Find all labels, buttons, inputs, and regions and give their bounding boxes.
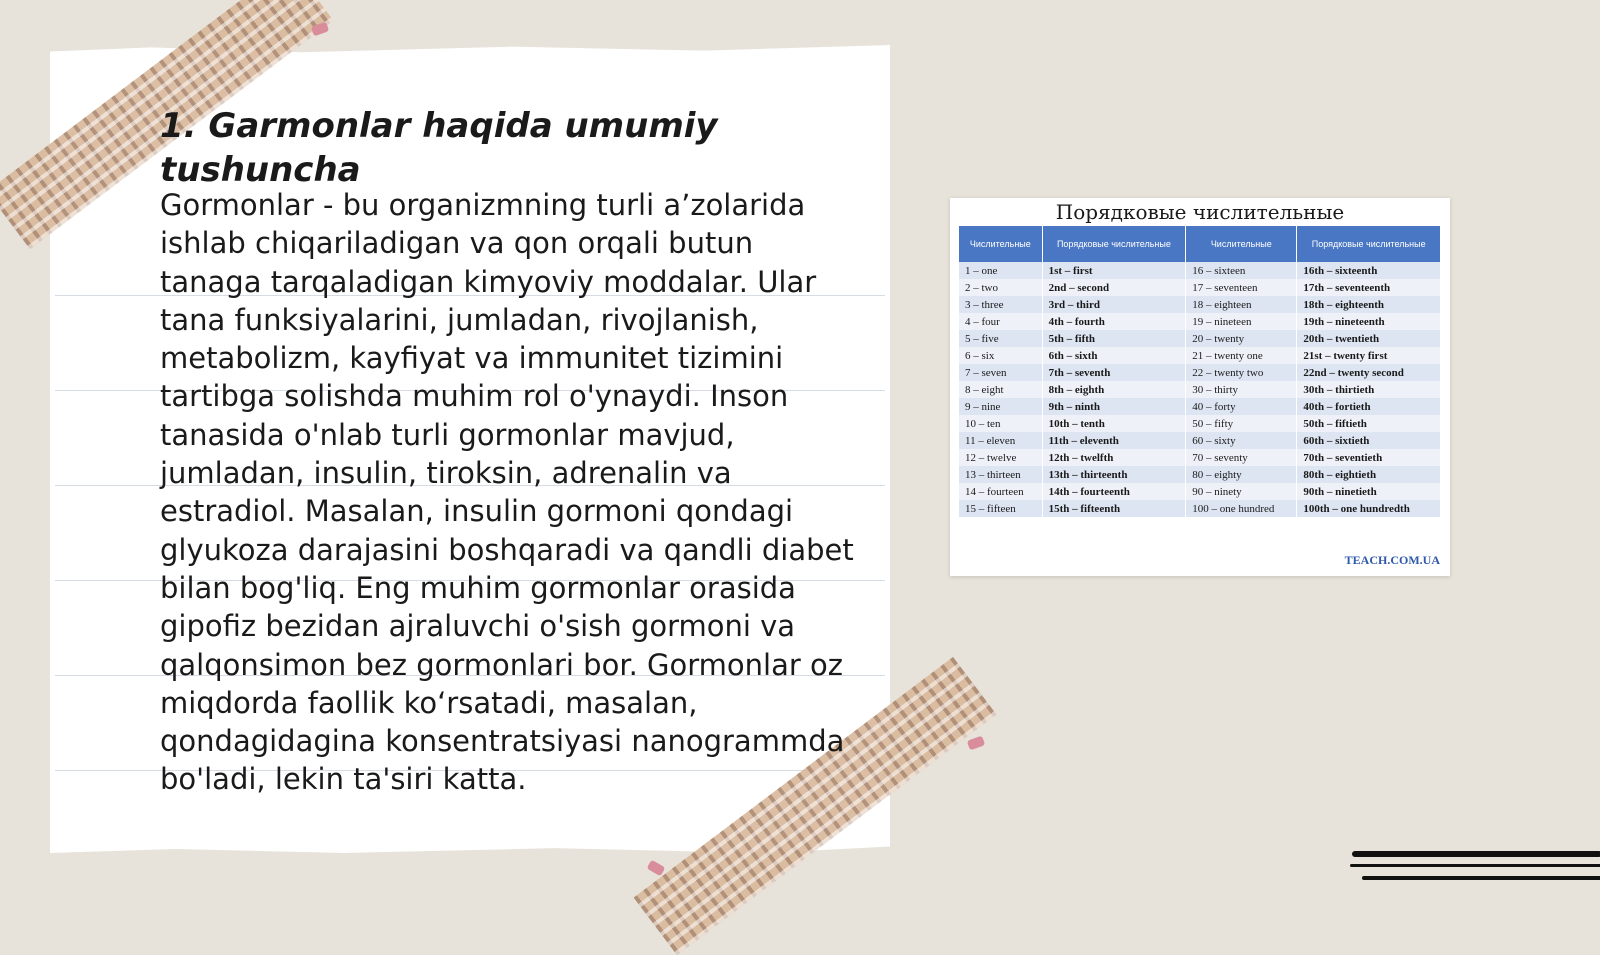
table-cell: 10th – tenth	[1042, 415, 1186, 432]
table-cell: 19 – nineteen	[1186, 313, 1297, 330]
table-cell: 70th – seventieth	[1297, 449, 1441, 466]
table-cell: 100th – one hundredth	[1297, 500, 1441, 517]
table-row	[959, 466, 1441, 483]
slide-title: 1. Garmonlar haqida umumiy tushuncha	[160, 106, 718, 190]
table-cell: 2 – two	[959, 279, 1042, 296]
table-cell: 80 – eighty	[1186, 466, 1297, 483]
table-cell: 16th – sixteenth	[1297, 262, 1441, 279]
table-cell: 30 – thirty	[1186, 381, 1297, 398]
decorative-brush-stroke	[1350, 864, 1600, 867]
table-cell: 21st – twenty first	[1297, 347, 1441, 364]
table-cell: 13th – thirteenth	[1042, 466, 1186, 483]
table-cell: 15th – fifteenth	[1042, 500, 1186, 517]
table-cell: 100 – one hundred	[1186, 500, 1297, 517]
table-cell: 1 – one	[959, 262, 1042, 279]
column-header: Порядковые числительные	[1042, 226, 1186, 262]
table-cell: 12th – twelfth	[1042, 449, 1186, 466]
table-cell: 70 – seventy	[1186, 449, 1297, 466]
table-header-row	[959, 226, 1441, 262]
table-cell: 40 – forty	[1186, 398, 1297, 415]
table-source-label: TEACH.COM.UA	[1344, 553, 1440, 567]
table-body	[959, 262, 1441, 517]
table-row	[959, 500, 1441, 517]
table-row	[959, 313, 1441, 330]
tape-corner-mark	[967, 736, 985, 751]
column-header: Числительные	[959, 226, 1042, 262]
table-cell: 3rd – third	[1042, 296, 1186, 313]
table-cell: 6th – sixth	[1042, 347, 1186, 364]
table-cell: 8th – eighth	[1042, 381, 1186, 398]
table-cell: 8 – eight	[959, 381, 1042, 398]
table-row	[959, 381, 1441, 398]
tape-corner-mark	[647, 860, 666, 877]
table-cell: 50th – fiftieth	[1297, 415, 1441, 432]
table-cell: 9 – nine	[959, 398, 1042, 415]
table-cell: 13 – thirteen	[959, 466, 1042, 483]
table-cell: 90 – ninety	[1186, 483, 1297, 500]
ordinal-numbers-table	[959, 226, 1441, 517]
table-cell: 21 – twenty one	[1186, 347, 1297, 364]
table-cell: 11th – eleventh	[1042, 432, 1186, 449]
table-row	[959, 483, 1441, 500]
table-cell: 5 – five	[959, 330, 1042, 347]
table-row	[959, 364, 1441, 381]
table-row	[959, 432, 1441, 449]
table-cell: 40th – fortieth	[1297, 398, 1441, 415]
table-cell: 30th – thirtieth	[1297, 381, 1441, 398]
table-cell: 22nd – twenty second	[1297, 364, 1441, 381]
table-cell: 20th – twentieth	[1297, 330, 1441, 347]
table-row	[959, 279, 1441, 296]
column-header: Порядковые числительные	[1297, 226, 1441, 262]
table-cell: 9th – ninth	[1042, 398, 1186, 415]
table-cell: 7th – seventh	[1042, 364, 1186, 381]
table-cell: 15 – fifteen	[959, 500, 1042, 517]
table-cell: 50 – fifty	[1186, 415, 1297, 432]
table-cell: 18 – eighteen	[1186, 296, 1297, 313]
table-cell: 6 – six	[959, 347, 1042, 364]
table-cell: 17 – seventeen	[1186, 279, 1297, 296]
table-cell: 2nd – second	[1042, 279, 1186, 296]
table-cell: 18th – eighteenth	[1297, 296, 1441, 313]
table-row	[959, 449, 1441, 466]
table-cell: 3 – three	[959, 296, 1042, 313]
table-cell: 12 – twelve	[959, 449, 1042, 466]
table-row	[959, 330, 1441, 347]
table-row	[959, 415, 1441, 432]
table-cell: 22 – twenty two	[1186, 364, 1297, 381]
column-header: Числительные	[1186, 226, 1297, 262]
table-cell: 14th – fourteenth	[1042, 483, 1186, 500]
table-cell: 16 – sixteen	[1186, 262, 1297, 279]
table-cell: 90th – ninetieth	[1297, 483, 1441, 500]
table-cell: 14 – fourteen	[959, 483, 1042, 500]
decorative-brush-stroke	[1362, 876, 1600, 880]
table-cell: 20 – twenty	[1186, 330, 1297, 347]
table-row	[959, 296, 1441, 313]
table-cell: 60th – sixtieth	[1297, 432, 1441, 449]
table-row	[959, 398, 1441, 415]
table-cell: 5th – fifth	[1042, 330, 1186, 347]
table-row	[959, 262, 1441, 279]
table-image-title: Порядковые числительные	[1055, 200, 1345, 224]
table-cell: 11 – eleven	[959, 432, 1042, 449]
table-cell: 1st – first	[1042, 262, 1186, 279]
table-cell: 4 – four	[959, 313, 1042, 330]
slide-body-text: Gormonlar - bu organizmning turli a’zolarida ishlab chiqariladigan va qon orqali butun tanaga tarqaladigan kimyoviy moddalar. Ular tana funksiyalarini, jumladan, rivojlanish, metabolizm, kayfiyat va immunitet tizimini tartibga solishda muhim rol o'ynaydi. Inson tanasida o'nlab turli gormonlar mavjud, jumladan, insulin, tiroksin, adrenalin va estradiol. Masalan, insulin gormoni qondagi glyukoza darajasini boshqaradi va qandli diabet bilan bog'liq. Eng muhim gormonlar orasida gipofiz bezidan ajraluvchi o'sish gormoni va qalqonsimon bez gormonlari bor. Gormonlar oz miqdorda faollik ko‘rsatadi, masalan, qondagidagina konsentratsiyasi nanogrammda bo'ladi, lekin ta'siri katta.	[160, 188, 854, 797]
table-cell: 7 – seven	[959, 364, 1042, 381]
table-cell: 60 – sixty	[1186, 432, 1297, 449]
table-row	[959, 347, 1441, 364]
table-cell: 4th – fourth	[1042, 313, 1186, 330]
table-cell: 80th – eightieth	[1297, 466, 1441, 483]
table-cell: 17th – seventeenth	[1297, 279, 1441, 296]
decorative-brush-stroke	[1352, 851, 1600, 857]
ordinal-numbers-table-image	[950, 198, 1450, 576]
table-cell: 19th – nineteenth	[1297, 313, 1441, 330]
table-cell: 10 – ten	[959, 415, 1042, 432]
